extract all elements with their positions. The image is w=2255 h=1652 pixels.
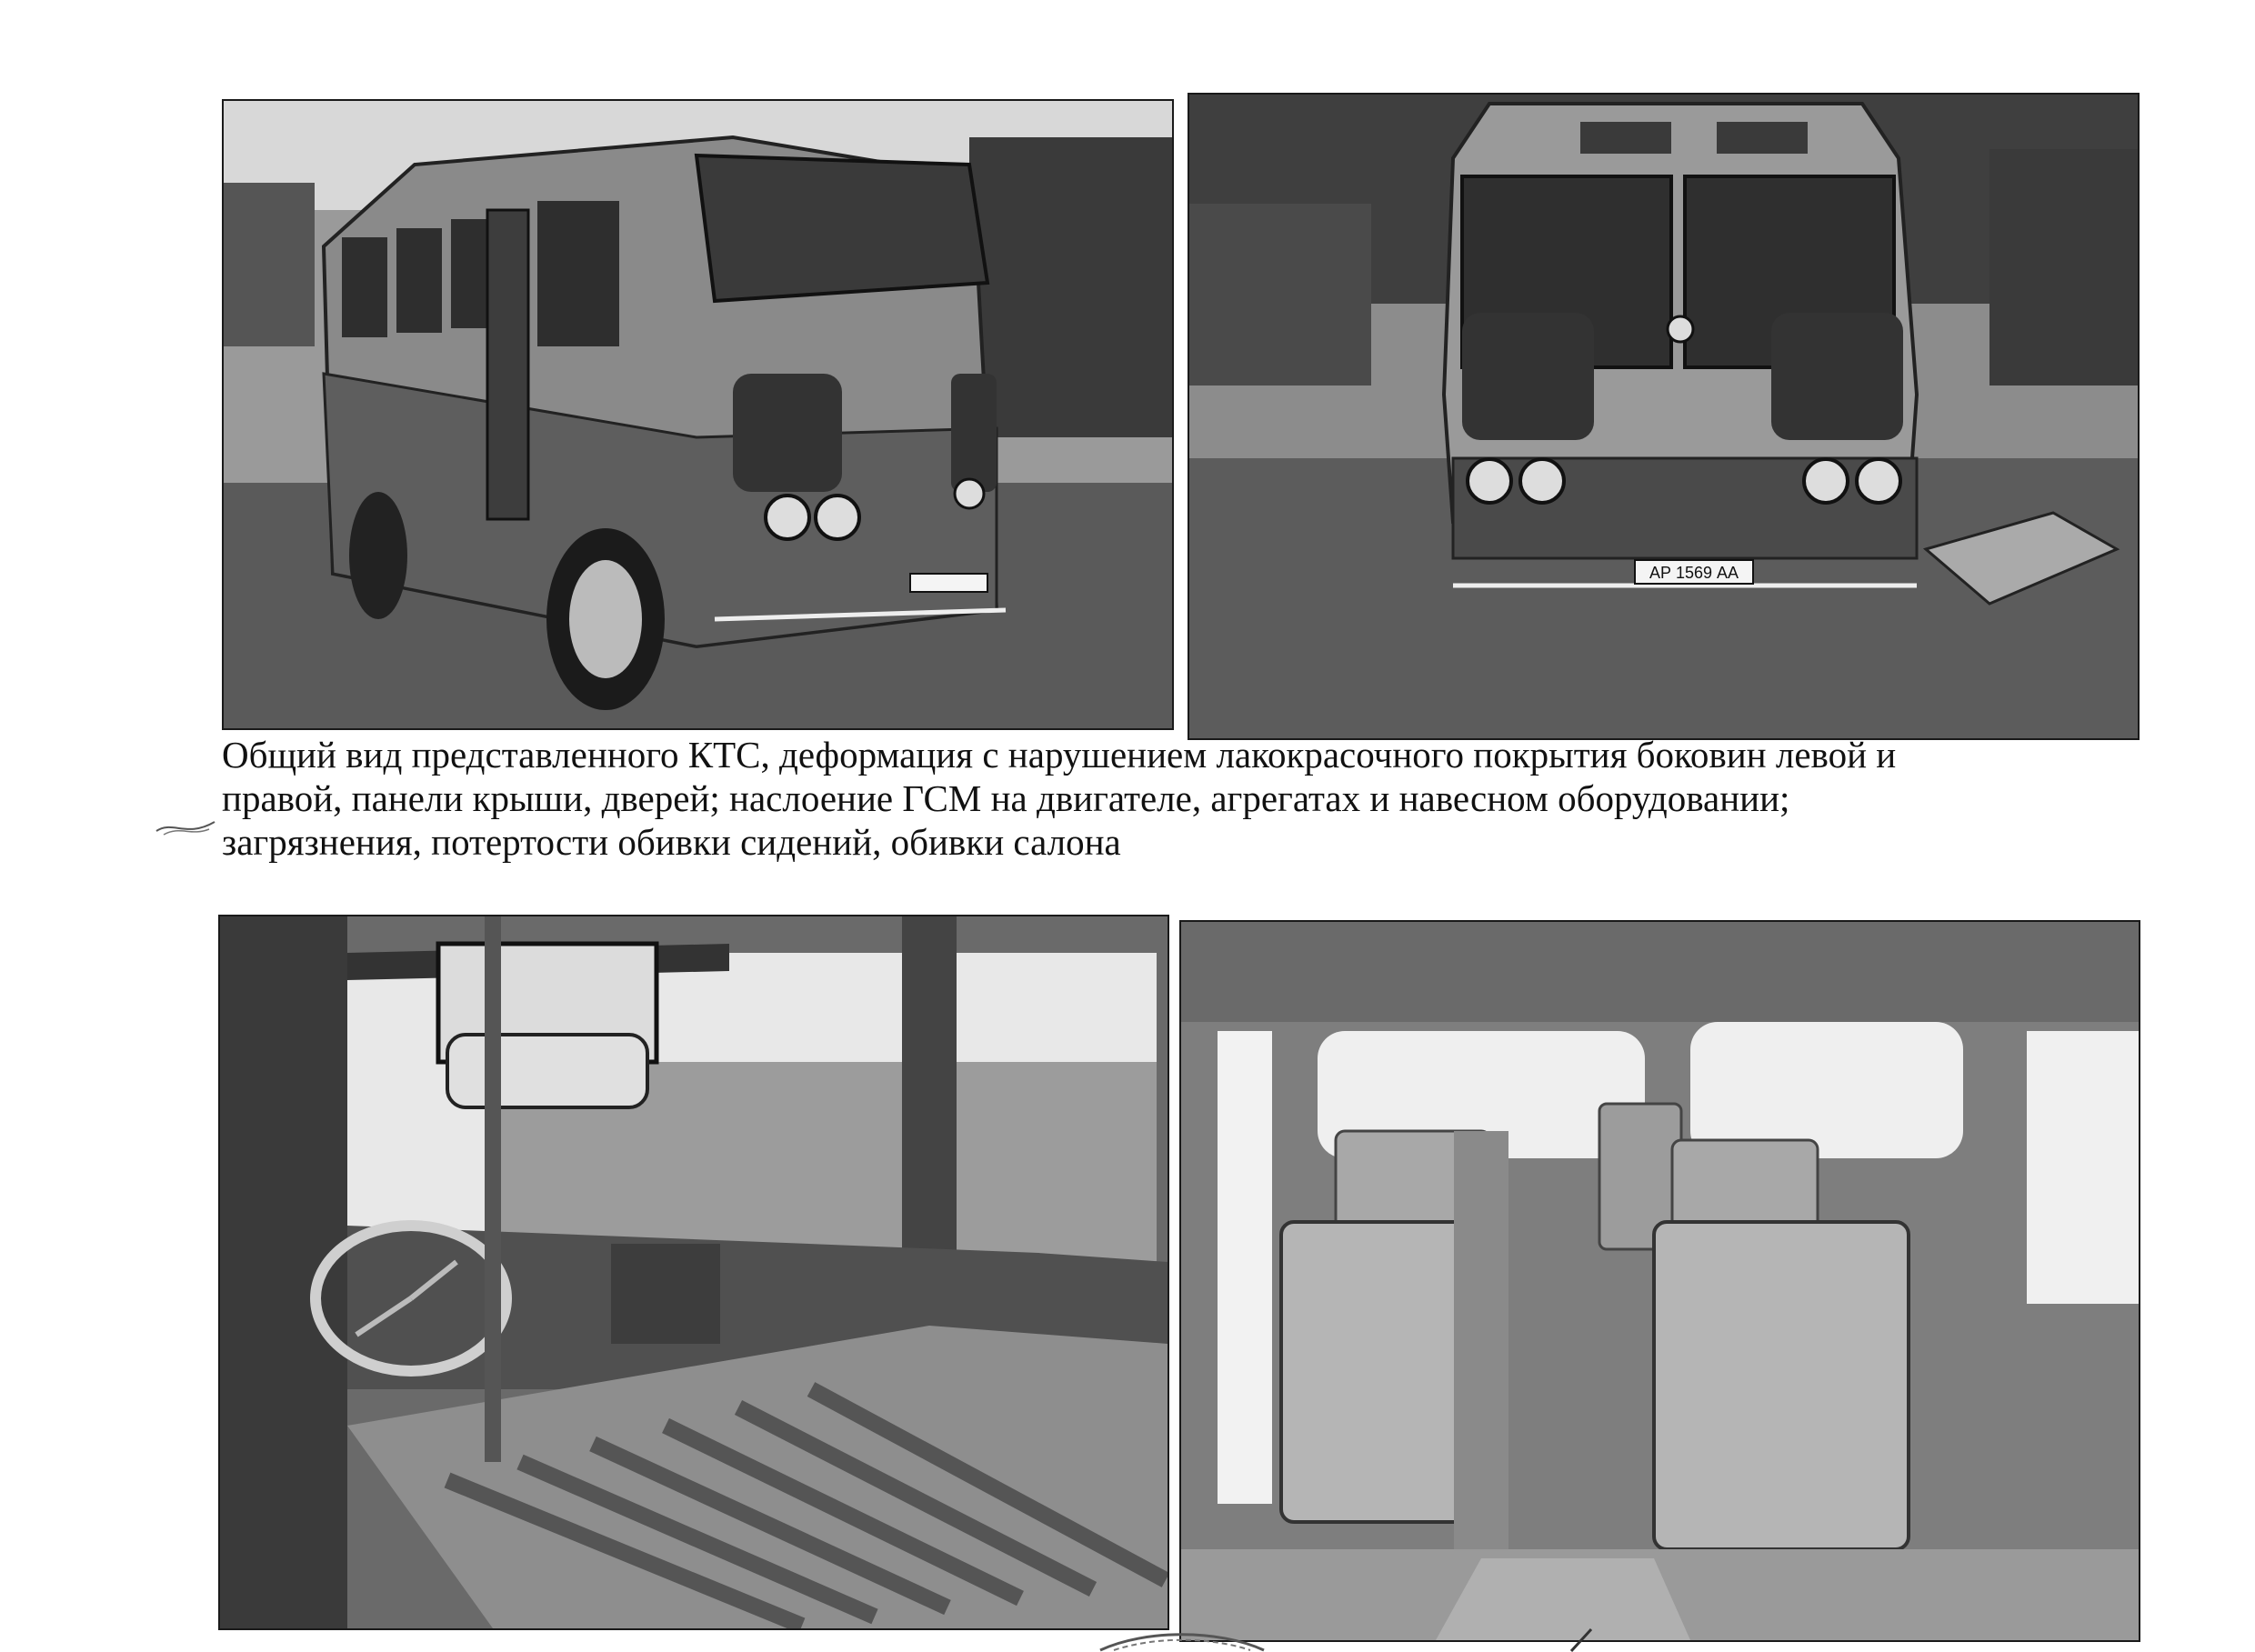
caption-line-1: Общий вид представленного КТС, деформация с нарушением лакокрасочного покрытия боковин левой и <box>222 734 1897 776</box>
driver-cab-image <box>220 916 1168 1628</box>
margin-doodle <box>155 816 218 840</box>
bus-front-view-image <box>1189 95 2138 738</box>
caption-line-3: загрязнения, потертости обивки сидений, обивки салона <box>222 821 1121 863</box>
photo-bus-side-view <box>222 99 1174 730</box>
front-plate-text: АР 1569 АА <box>1649 564 1739 582</box>
photo-passenger-interior <box>1179 920 2140 1642</box>
caption-line-2: правой, панели крыши, дверей; наслоение ГСМ на двигателе, агрегатах и навесном оборудовании; <box>222 777 1790 819</box>
photo-driver-cab <box>218 915 1169 1630</box>
pen-mark <box>1564 1627 1600 1652</box>
photo-caption <box>222 733 2186 864</box>
stamp-fragment <box>1091 1627 1273 1652</box>
bus-side-view-image <box>224 101 1172 728</box>
photo-bus-front-view <box>1188 93 2140 740</box>
passenger-interior-image <box>1181 922 2139 1640</box>
